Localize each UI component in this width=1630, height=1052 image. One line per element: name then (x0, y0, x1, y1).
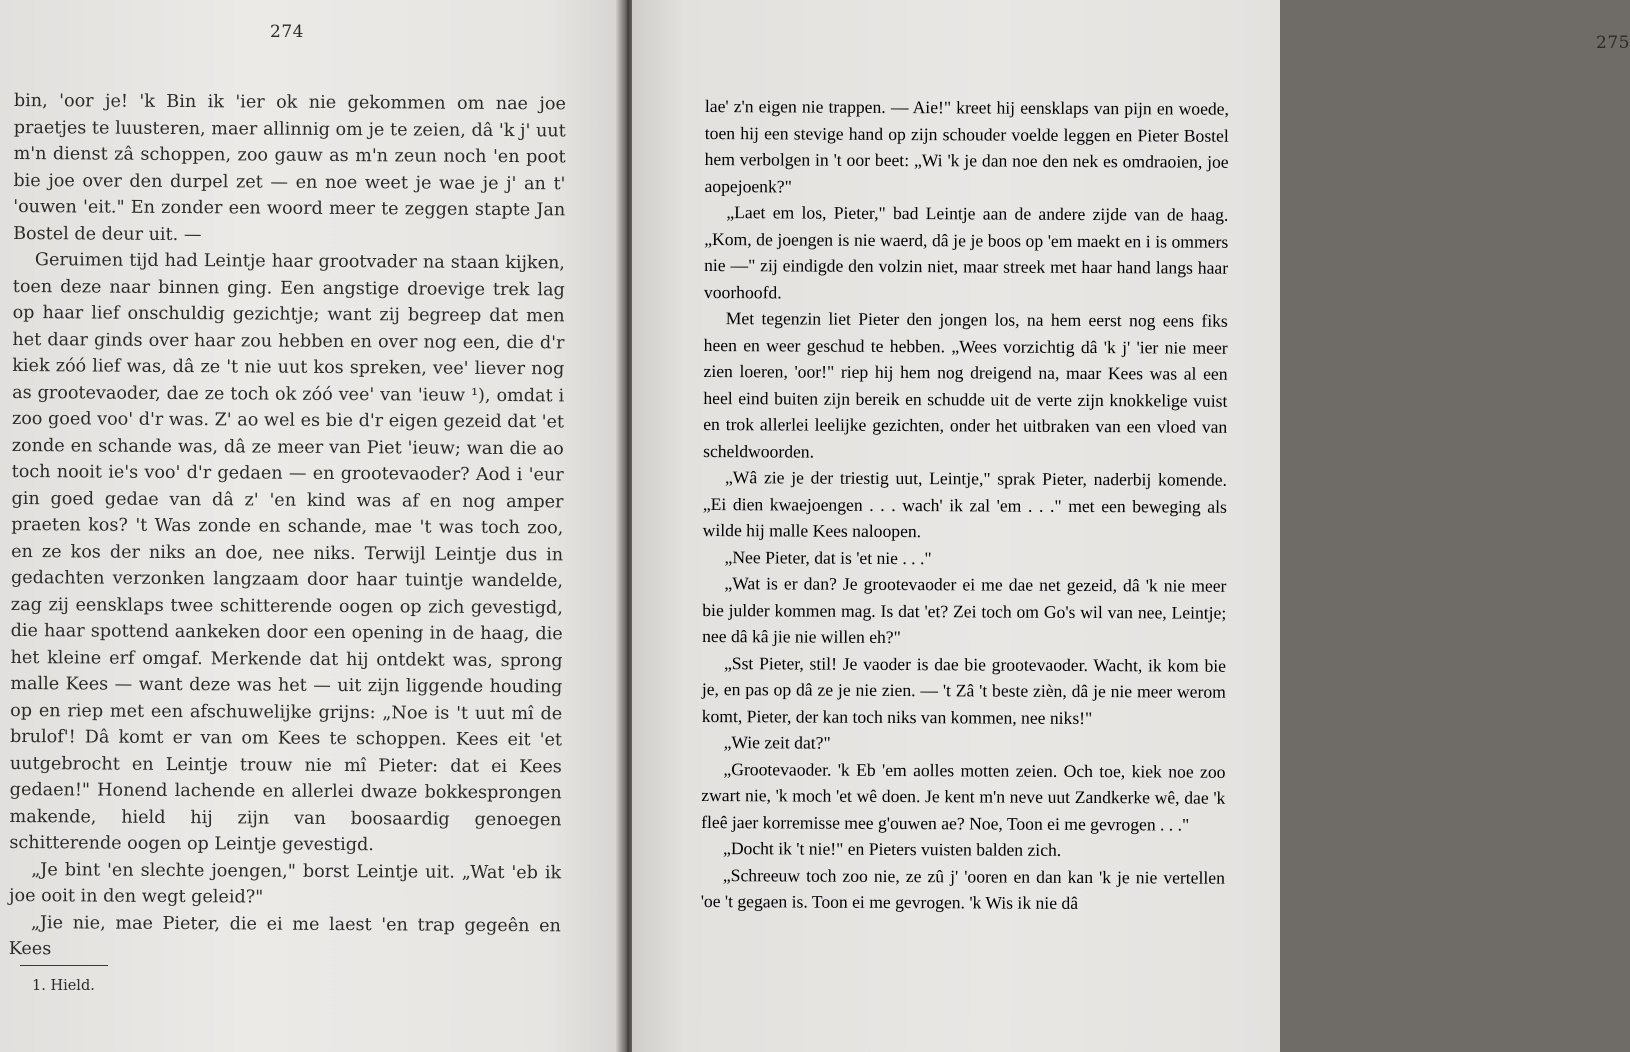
paragraph: Geruimen tijd had Leintje haar grootvader na staan kijken, toen deze naar binnen ging. Een angstige droevige trek lag op haar lief onschuldig gezichtje; want zij begreep dat men het daar ginds over haar zou hebben en over nog een, die d'r kiek zóó lief was, dâ ze 't nie uut kos spreken, vee' liever nog as grootevaoder, dae ze toch ok zóó vee' van 'ieuw ¹), omdat i zoo goed voo' d'r was. Z' ao wel es bie d'r eigen gezeid dat 'et zonde en schande was, dâ ze meer van Piet 'ieuw; wan die ao toch nooit ie's voo' d'r gedaen — en grootevaoder? Aod i 'eur gin goed gedae van dâ z' 'en kind was af en nog amper praeten kos? 't Was zonde en schande, mae 't was toch zoo, en ze kos der niks an doe, nee niks. Terwijl Leintje dus in gedachten verzonken langzaam door haar tuintje wandelde, zag zij eensklaps twee schitterende oogen op zich gevestigd, die haar spottend aankeken door een opening in de haag, die het kleine erf omgaf. Merkende dat hij ontdekt was, sprong malle Kees — want deze was het — uit zijn liggende houding op en riep met een afschuwelijke grijns: „Noe is 't uut mî de brulof'! Dâ komt er van om Kees te schoppen. Kees eit 'et uutgebrocht en Leintje trouw nie mî Pieter: dat ei Kees gedaen!" Honend lachende en allerlei dwaze bokkesprongen makende, hield hij zijn van boosaardig genoegen schitterende oogen op Leintje gevestigd. (9, 250, 566, 856)
left-page (0, 0, 622, 1052)
paragraph: „Wie zeit dat?" (723, 732, 831, 753)
paragraph: „Je bint 'en slechte joengen," borst Leintje uit. „Wat 'eb ik joe ooit in den wegt geleid?" (9, 859, 562, 908)
paragraph: „Laet em los, Pieter," bad Leintje aan de andere zijde van de haag. „Kom, de joengen is nie waerd, dâ je je boos op 'em maekt en i is ommers nie —" zij eindigde den volzin niet, maar streek met haar hand langs haar voorhoofd. (703, 202, 1229, 302)
paragraph: „Grootevaoder. 'k Eb 'em aolles motten zeien. Och toe, kiek noe zoo zwart nie, 'k moch 'et wê doen. Je kent m'n neve uut Zandkerke wê, dae 'k fleê jaer korremisse mee g'ouwen ae? Noe, Toon ei me gevrogen . . ." (701, 758, 1226, 835)
paragraph: „Wâ zie je der triestig uut, Leintje," sprak Pieter, naderbij komende. „Ei dien kwaejoengen . . . wach' ik zal 'em . . ." met een beweging als wilde hij malle Kees naloopen. (702, 467, 1228, 542)
paragraph: „Nee Pieter, dat is 'et nie . . ." (724, 546, 932, 568)
right-page-text (701, 93, 1229, 917)
paragraph: lae' z'n eigen nie trappen. — Aie!" kreet hij eensklaps van pijn en woede, toen hij een stevige hand op zijn schouder voelde leggen en Pieter Bostel hem verbolgen in 't oor beet: „Wi 'k je dan noe den nek es omdraoien, joe aopejoenk?" (704, 95, 1229, 196)
paragraph: „Sst Pieter, stil! Je vaoder is dae bie grootevaoder. Wacht, ik kom bie je, en pas op dâ ze je nie zien. — 't Zâ 't beste zièn, dâ je nie meer werom komt, Pieter, der kan toch niks van kommen, nee niks!" (701, 652, 1227, 728)
left-page-text (9, 88, 566, 966)
footnote-divider (20, 965, 108, 966)
paragraph: Met tegenzin liet Pieter den jongen los, na hem eerst nog eens fiks heen en weer geschud te hebben. „Wees vorzichtig dâ 'k j' 'ier nie meer zien loeren, 'oor!" riep hij hem nog dreigend na, maar Kees was al een heel eind buiten zijn bereik en schudde uit de verte zijn knokkelige vuist en trok allerlei leelijke gezichten, onder het uitbraken van een vloed van scheldwoorden. (703, 308, 1228, 462)
paragraph: bin, 'oor je! 'k Bin ik 'ier ok nie gekommen om nae joe praetjes te luusteren, maer allinnig om je te zeien, dâ 'k j' uut m'n dienst zâ schoppen, zoo gauw as m'n zeun noch 'en poot bie joe over den durpel zet — en noe weet je wae je j' an t' 'ouwen 'eit." En zonder een woord meer te zeggen stapte Jan Bostel de deur uit. — (13, 90, 566, 245)
paragraph: „Schreeuw toch zoo nie, ze zû j' 'ooren en dan kan 'k je nie vertellen 'oe 't gegaen is. Toon ei me gevrogen. 'k Wis ik nie dâ (700, 864, 1225, 913)
footnote: 1. Hield. (32, 978, 95, 994)
page-number: 274 (270, 22, 304, 42)
page-number: 275 (1596, 33, 1630, 53)
paragraph: „Docht ik 't nie!" en Pieters vuisten balden zich. (722, 838, 1062, 860)
paragraph: „Jie nie, mae Pieter, die ei me laest 'en trap gegeên en Kees (8, 912, 561, 960)
paragraph: „Wat is er dan? Je grootevaoder ei me dae net gezeid, dâ 'k nie meer bie julder kommen mag. Is dat 'et? Zei toch om Go's wil van nee, Leintje; nee dâ kâ jie nie willen eh?" (702, 573, 1227, 648)
